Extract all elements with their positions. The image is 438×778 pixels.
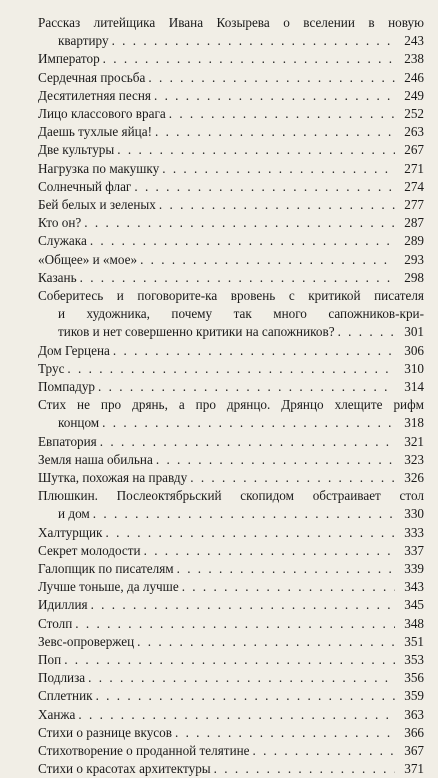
- leader-dots: [105, 524, 395, 542]
- toc-entry-page: 363: [404, 706, 424, 722]
- leader-dots: [177, 560, 395, 578]
- toc-entry-line: [38, 251, 424, 269]
- toc-entry-line: [38, 487, 424, 505]
- toc-entry-line: [38, 451, 424, 469]
- toc-entry-page: 277: [404, 197, 424, 212]
- toc-entry-line: [38, 87, 424, 105]
- toc-entry-line: [38, 141, 424, 159]
- toc-entry-title: Две культуры: [38, 142, 115, 158]
- toc-entry-title: Стихи о разнице вкусов: [38, 724, 172, 740]
- toc-entry-page: 348: [404, 615, 424, 631]
- toc-entry-line: [38, 214, 424, 232]
- toc-entry-line: [38, 633, 424, 651]
- toc-entry-page: 326: [404, 470, 424, 485]
- toc-entry: [38, 378, 424, 396]
- toc-entry: [38, 50, 424, 68]
- toc-entry-title: Соберитесь и поговорите-ка вровень с критикой писателя: [38, 288, 424, 303]
- toc-entry: [38, 578, 424, 596]
- toc-entry: [38, 141, 424, 159]
- toc-entry-line: [38, 123, 424, 141]
- leader-dots: [88, 669, 395, 687]
- toc-entry-title: Даешь тухлые яйца!: [38, 124, 152, 140]
- leader-dots: [190, 469, 395, 487]
- leader-dots: [112, 32, 395, 50]
- toc-entry-title: Галопщик по писателям: [38, 561, 174, 576]
- leader-dots: [144, 542, 395, 560]
- toc-entry-page: 318: [404, 415, 424, 431]
- toc-entry-line: [38, 14, 424, 32]
- toc-entry: [38, 160, 424, 178]
- toc-entry-page: 330: [404, 506, 424, 522]
- toc-entry: [38, 433, 424, 451]
- leader-dots: [84, 214, 395, 232]
- toc-entry-line: [38, 687, 424, 705]
- leader-dots: [96, 687, 395, 705]
- toc-entry-line: [38, 342, 424, 360]
- toc-entry-page: 310: [404, 360, 424, 376]
- toc-entry-line: [38, 651, 424, 669]
- toc-entry-title: Кто он?: [38, 215, 82, 231]
- toc-entry-title: Стихотворение о проданной телятине: [38, 743, 250, 758]
- leader-dots: [162, 160, 395, 178]
- toc-entry-line: [38, 396, 424, 414]
- toc-entry-page: 274: [404, 178, 424, 194]
- toc-entry-title: Стихи о красотах архитектуры: [38, 761, 211, 777]
- toc-entry-page: 343: [404, 579, 424, 595]
- toc-entry-title: Поп: [38, 652, 62, 667]
- toc-entry-title: Лучше тоньше, да лучше: [38, 579, 179, 595]
- toc-entry-line: [38, 69, 424, 87]
- leader-dots: [182, 578, 395, 596]
- toc-entry-page: 289: [404, 233, 424, 249]
- toc-entry-page: 271: [404, 160, 424, 176]
- toc-entry-title: Халтурщик: [38, 524, 103, 540]
- toc-entry: [38, 542, 424, 560]
- toc-entry: [38, 178, 424, 196]
- toc-entry-page: 345: [404, 597, 424, 613]
- toc-entry-page: 351: [404, 633, 424, 649]
- leader-dots: [93, 505, 395, 523]
- leader-dots: [80, 269, 395, 287]
- toc-entry-title: Нагрузка по макушку: [38, 160, 160, 176]
- toc-entry-title: и дом: [58, 506, 90, 522]
- leader-dots: [159, 196, 395, 214]
- leader-dots: [154, 87, 395, 105]
- toc-entry: [38, 687, 424, 705]
- toc-entry-line: [38, 615, 424, 633]
- toc-entry: [38, 633, 424, 651]
- leader-dots: [67, 360, 395, 378]
- toc-entry: [38, 214, 424, 232]
- toc-entry-page: 287: [404, 215, 424, 231]
- toc-entry-title: и художника, почему так много сапожников-кри-: [58, 306, 424, 321]
- leader-dots: [90, 232, 395, 250]
- toc-entry: [38, 269, 424, 287]
- toc-entry-line: [38, 378, 424, 396]
- toc-entry-title: Земля наша обильна: [38, 451, 153, 467]
- toc-entry: [38, 105, 424, 123]
- toc-entry-title: квартиру: [58, 33, 109, 48]
- leader-dots: [117, 141, 395, 159]
- toc-entry-title: тиков и нет совершенно критики на сапожников?: [58, 324, 335, 339]
- leader-dots: [100, 433, 395, 451]
- toc-entry: [38, 69, 424, 87]
- toc-entry-title: концом: [58, 415, 100, 431]
- leader-dots: [78, 706, 395, 724]
- toc-entry-title: Лицо классового врага: [38, 106, 166, 121]
- toc-entry-line: [38, 360, 424, 378]
- toc-entry-page: 359: [404, 688, 424, 704]
- toc-entry: [38, 342, 424, 360]
- toc-entry: [38, 724, 424, 742]
- toc-entry-line: [38, 178, 424, 196]
- toc-entry-page: 367: [404, 743, 424, 758]
- toc-entry: [38, 487, 424, 523]
- toc-entry-line: [38, 542, 424, 560]
- toc-entry-page: 267: [404, 142, 424, 158]
- toc-entry: [38, 469, 424, 487]
- leader-dots: [98, 378, 395, 396]
- toc-entry-title: Зевс-опровержец: [38, 633, 135, 649]
- toc-entry-title: Солнечный флаг: [38, 178, 132, 194]
- toc-entry-page: 252: [404, 106, 424, 121]
- toc-entry-title: Секрет молодости: [38, 542, 141, 558]
- toc-entry-page: 306: [404, 342, 424, 358]
- toc-entry: [38, 706, 424, 724]
- toc-entry-line: [38, 323, 424, 341]
- toc-entry-line: [38, 742, 424, 760]
- toc-entry-line: [38, 760, 424, 778]
- toc-entry: [38, 669, 424, 687]
- leader-dots: [140, 251, 395, 269]
- toc-entry: [38, 596, 424, 614]
- toc-entry-page: 339: [404, 561, 424, 576]
- toc-entry-line: [38, 50, 424, 68]
- toc-entry-page: 298: [404, 269, 424, 285]
- toc-entry-page: 366: [404, 724, 424, 740]
- toc-entry-page: 321: [404, 433, 424, 449]
- toc-entry-title: Плюшкин. Послеоктябрьский скопидом обстраивает стол: [38, 488, 424, 504]
- toc-entry-page: 353: [404, 652, 424, 667]
- toc-entry: [38, 87, 424, 105]
- toc-entry-page: 301: [404, 324, 424, 339]
- toc-entry-title: Стих не про дрянь, а про дрянцо. Дрянцо хлещите рифм: [38, 397, 424, 413]
- toc-entry-line: [38, 196, 424, 214]
- leader-dots: [134, 178, 395, 196]
- leader-dots: [253, 742, 395, 760]
- leader-dots: [156, 451, 395, 469]
- toc-entry-line: [38, 596, 424, 614]
- toc-entry-title: Столп: [38, 615, 73, 631]
- toc-entry-title: «Общее» и «мое»: [38, 251, 138, 267]
- toc-entry: [38, 196, 424, 214]
- toc-entry-title: Дом Герцена: [38, 342, 110, 358]
- toc-entry-title: Трус: [38, 360, 65, 376]
- toc-entry-page: 263: [404, 124, 424, 140]
- toc-entry: [38, 232, 424, 250]
- toc-entry-page: 246: [404, 69, 424, 85]
- toc-entry-line: [38, 269, 424, 287]
- leader-dots: [137, 633, 395, 651]
- leader-dots: [175, 724, 395, 742]
- leader-dots: [75, 615, 395, 633]
- leader-dots: [91, 596, 395, 614]
- toc-entry-page: 314: [404, 379, 424, 394]
- toc-entry-line: [38, 578, 424, 596]
- toc-entry-title: Помпадур: [38, 379, 96, 394]
- leader-dots: [169, 105, 395, 123]
- leader-dots: [64, 651, 395, 669]
- toc-entry-title: Сплетник: [38, 688, 93, 704]
- toc-entry-title: Подлиза: [38, 670, 86, 686]
- toc-entry-page: 337: [404, 542, 424, 558]
- toc-entry-title: Император: [38, 51, 100, 67]
- toc-entry: [38, 560, 424, 578]
- toc-entry: [38, 123, 424, 141]
- toc-entry-title: Шутка, похожая на правду: [38, 470, 188, 485]
- toc-entry-page: 356: [404, 670, 424, 686]
- toc-entry: [38, 742, 424, 760]
- toc-entry-page: 249: [404, 87, 424, 103]
- toc-entry-page: 371: [404, 761, 424, 777]
- toc-entry-line: [38, 469, 424, 487]
- leader-dots: [113, 342, 395, 360]
- toc-entry-line: [38, 433, 424, 451]
- toc-entry: [38, 524, 424, 542]
- toc-entry: [38, 451, 424, 469]
- toc-entry-title: Сердечная просьба: [38, 69, 146, 85]
- toc-entry-line: [38, 414, 424, 432]
- toc-entry-line: [38, 32, 424, 50]
- toc-entry-page: 293: [404, 251, 424, 267]
- toc-entry: [38, 14, 424, 50]
- toc-entry: [38, 360, 424, 378]
- leader-dots: [338, 323, 395, 341]
- toc-entry-line: [38, 105, 424, 123]
- toc-entry-title: Идиллия: [38, 597, 88, 613]
- toc-entry-line: [38, 524, 424, 542]
- toc-entry-line: [38, 287, 424, 305]
- toc-entry-title: Казань: [38, 269, 77, 285]
- toc-entry-line: [38, 560, 424, 578]
- toc-entry: [38, 396, 424, 432]
- toc-entry-line: [38, 160, 424, 178]
- toc-entry: [38, 251, 424, 269]
- toc-entry-line: [38, 505, 424, 523]
- toc-entry-line: [38, 669, 424, 687]
- toc-entry-line: [38, 706, 424, 724]
- toc-entry-title: Ханжа: [38, 706, 76, 722]
- toc-entry: [38, 615, 424, 633]
- toc-entry-page: 333: [404, 524, 424, 540]
- leader-dots: [148, 69, 395, 87]
- toc-entry-page: 238: [404, 51, 424, 67]
- toc-entry-title: Десятилетняя песня: [38, 87, 151, 103]
- toc-entry-page: 323: [404, 451, 424, 467]
- toc-entry-title: Евпатория: [38, 433, 97, 449]
- toc-entry: [38, 651, 424, 669]
- leader-dots: [155, 123, 395, 141]
- toc-entry-title: Рассказ литейщика Ивана Козырева о вселении в новую: [38, 15, 424, 30]
- toc-entry-page: 243: [404, 33, 424, 48]
- toc-entry-line: [38, 232, 424, 250]
- toc-entry: [38, 287, 424, 341]
- toc-entry-title: Бей белых и зеленых: [38, 197, 156, 212]
- toc-entry: [38, 760, 424, 778]
- toc-entry-line: [38, 724, 424, 742]
- toc-entry-line: [38, 305, 424, 323]
- toc-entry-title: Служака: [38, 233, 87, 249]
- leader-dots: [214, 760, 395, 778]
- leader-dots: [103, 50, 395, 68]
- leader-dots: [102, 414, 395, 432]
